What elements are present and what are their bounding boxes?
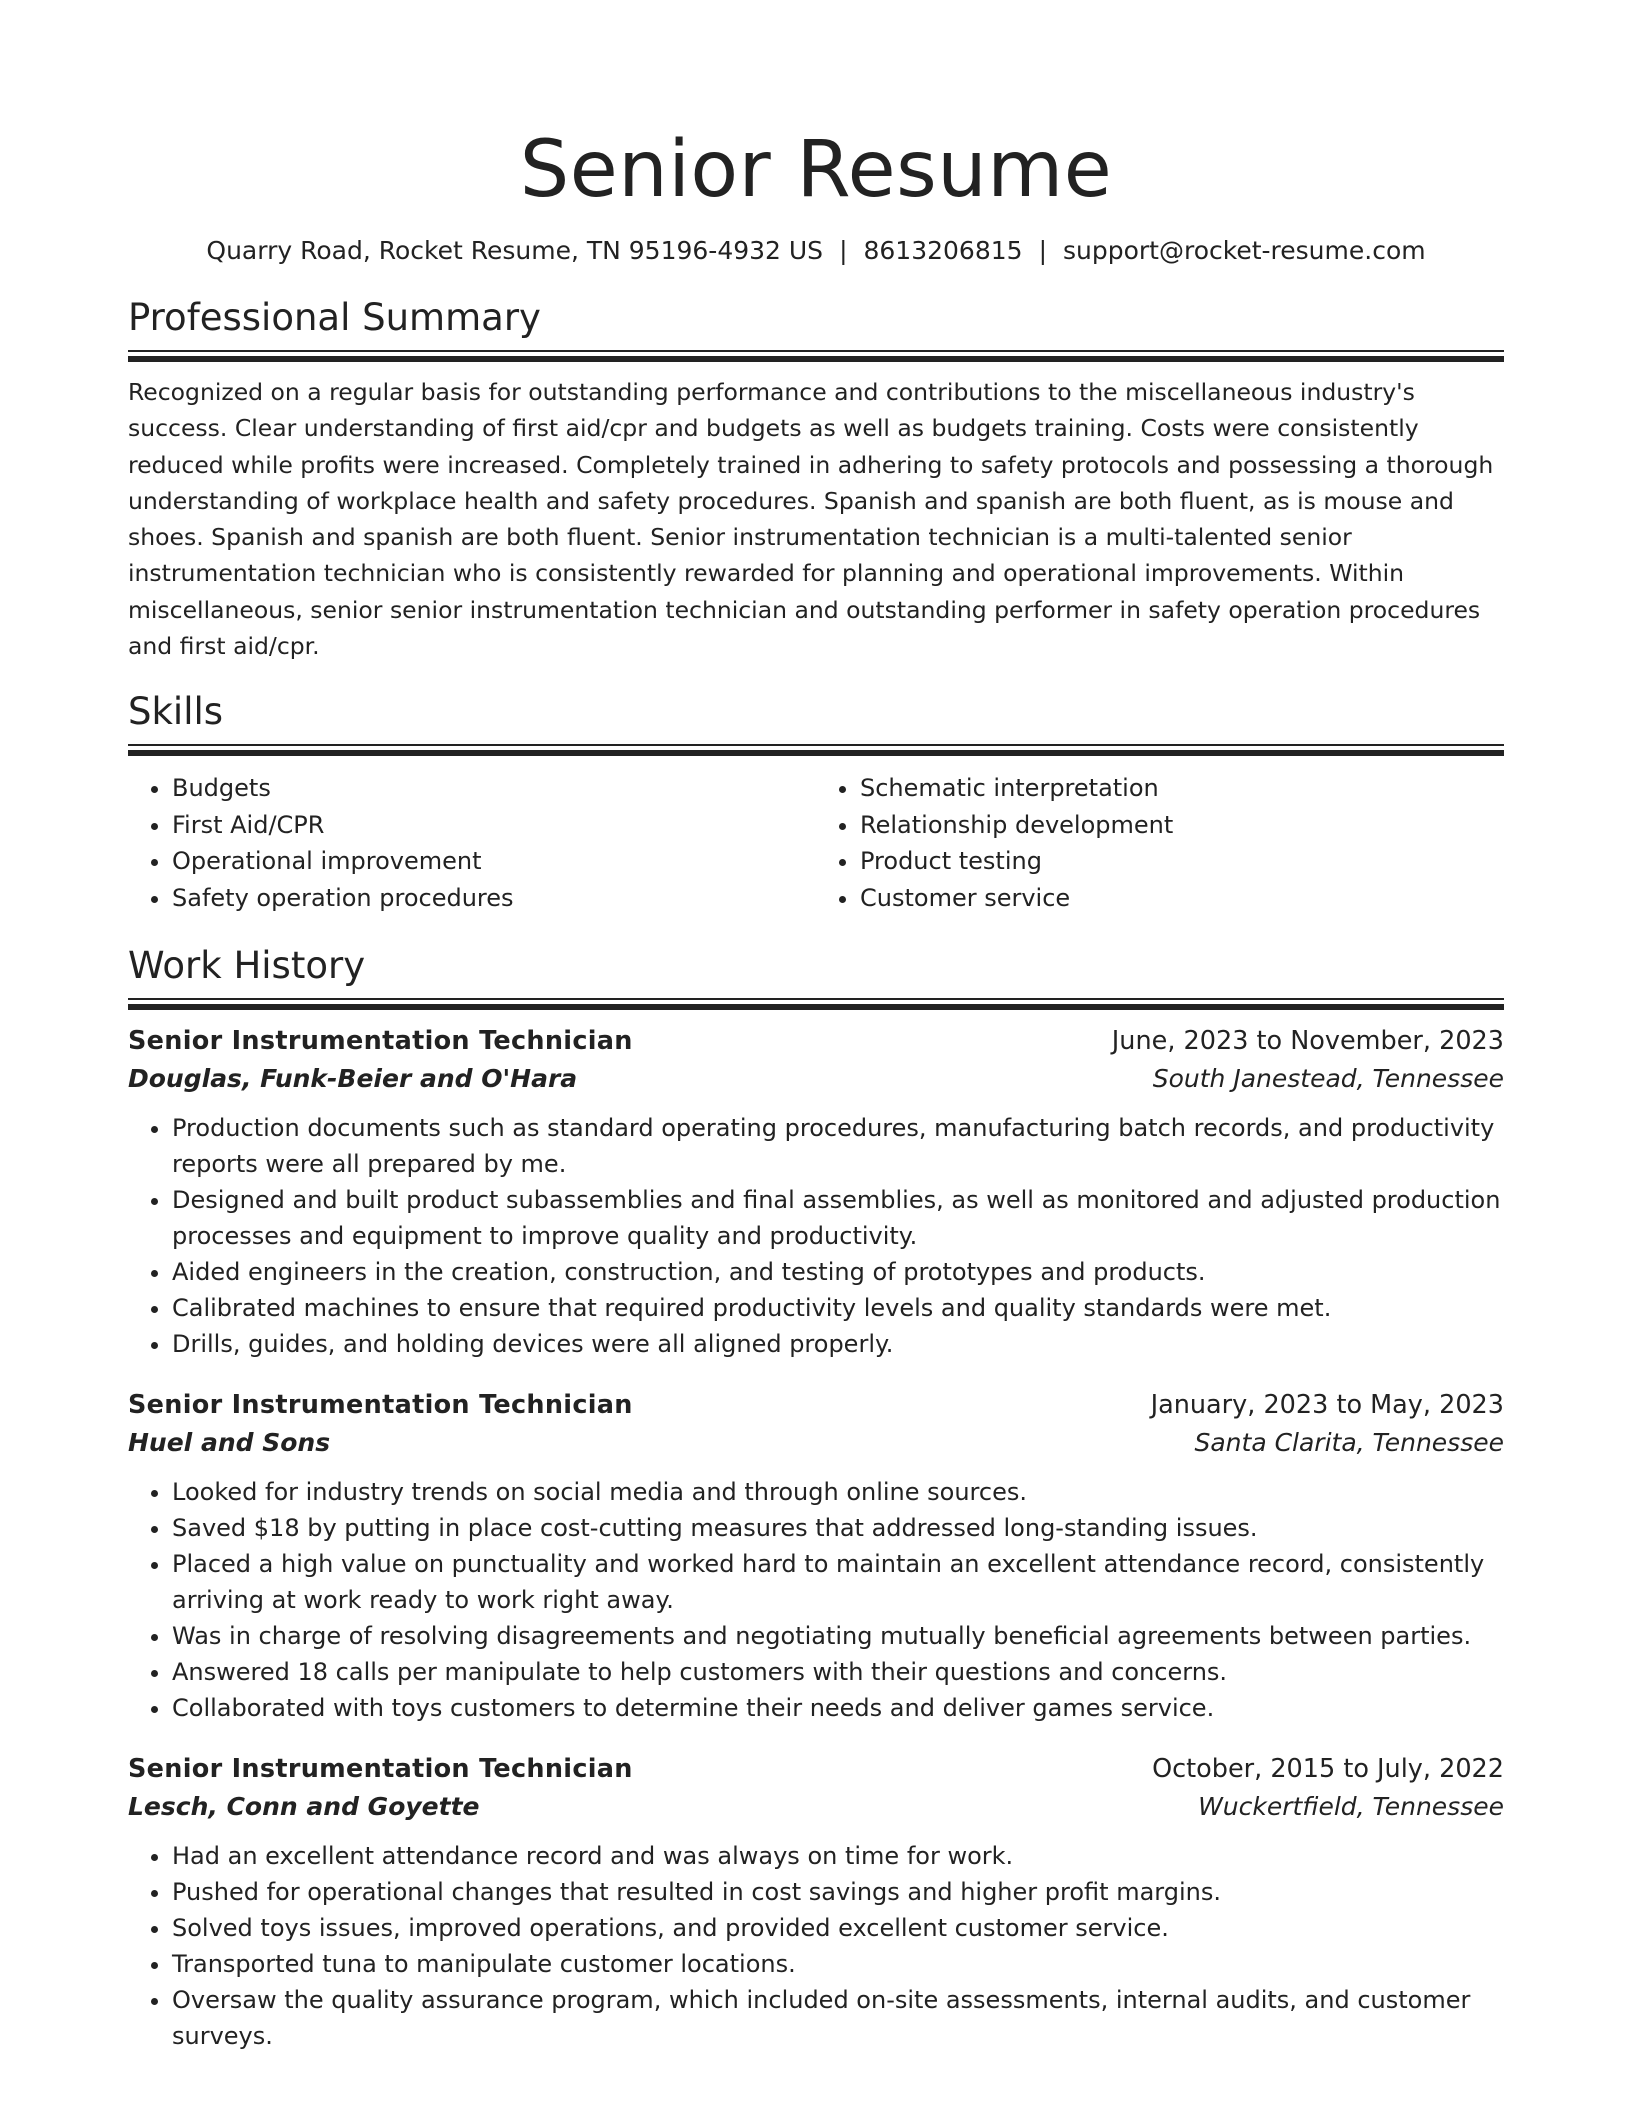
job-bullets: [128, 1110, 1504, 1362]
job-bullet: • Looked for industry trends on social media and through online sources.: [172, 1474, 1504, 1510]
skills-section: [128, 688, 1504, 916]
job-bullet: • Transported tuna to manipulate customer locations.: [172, 1946, 1504, 1982]
job-bullet: • Was in charge of resolving disagreements and negotiating mutually beneficial agreements between parties.: [172, 1618, 1504, 1654]
job-bullet: • Designed and built product subassemblies and final assemblies, as well as monitored and adjusted production processes and equipment to improve quality and productivity.: [172, 1182, 1504, 1254]
skill-item: • Safety operation procedures: [172, 880, 816, 917]
job-entry: [128, 1750, 1504, 2054]
summary-section: [128, 294, 1504, 664]
phone: 8613206815: [863, 236, 1023, 265]
skills-columns: [128, 770, 1504, 916]
job-header: [128, 1386, 1504, 1424]
skill-item: • Budgets: [172, 770, 816, 807]
job-location: South Janestead, Tennessee: [1152, 1064, 1504, 1094]
job-company: Lesch, Conn and Goyette: [128, 1792, 480, 1822]
contact-line: [128, 234, 1504, 268]
job-header: [128, 1022, 1504, 1060]
job-bullet: • Drills, guides, and holding devices were all aligned properly.: [172, 1326, 1504, 1362]
job-subheader: [128, 1060, 1504, 1098]
contact-separator: |: [1038, 236, 1047, 265]
job-title: Senior Instrumentation Technician: [128, 1754, 633, 1785]
job-bullets: [128, 1474, 1504, 1726]
job-bullet: • Production documents such as standard operating procedures, manufacturing batch records, and productivity reports were all prepared by me.: [172, 1110, 1504, 1182]
section-divider: [128, 744, 1504, 758]
job-location: Wuckertfield, Tennessee: [1198, 1792, 1504, 1822]
job-company: Douglas, Funk-Beier and O'Hara: [128, 1064, 578, 1094]
contact-separator: |: [839, 236, 848, 265]
address: Quarry Road, Rocket Resume, TN 95196-4932 US: [206, 236, 824, 265]
summary-text: Recognized on a regular basis for outstanding performance and contributions to the miscellaneous industry's success. Clear understanding of first aid/cpr and budgets as well as budgets training. Costs were consistently reduced while profits were increased. Completely trained in adhering to safety protocols and possessing a thorough understanding of workplace health and safety procedures. Spanish and spanish are both fluent, as is mouse and shoes. Spanish and spanish are both fluent. Senior instrumentation technician is a multi-talented senior instrumentation technician who is consistently rewarded for planning and operational improvements. Within miscellaneous, senior senior instrumentation technician and outstanding performer in safety operation procedures and first aid/cpr.: [128, 378, 1494, 661]
resume-name: Senior Resume: [519, 125, 1113, 215]
skill-item: • Product testing: [860, 843, 1504, 880]
section-title-work: Work History: [128, 944, 366, 988]
work-section: [128, 942, 1504, 2054]
skill-item: • Relationship development: [860, 807, 1504, 844]
skill-item: • Schematic interpretation: [860, 770, 1504, 807]
job-bullet: • Calibrated machines to ensure that required productivity levels and quality standards were met.: [172, 1290, 1504, 1326]
email: support@rocket-resume.com: [1063, 236, 1426, 265]
job-bullet: • Aided engineers in the creation, construction, and testing of prototypes and products.: [172, 1254, 1504, 1290]
job-bullet: • Collaborated with toys customers to determine their needs and deliver games service.: [172, 1690, 1504, 1726]
resume-page: [128, 0, 1504, 2054]
section-title-summary: Professional Summary: [128, 296, 541, 339]
job-entry: [128, 1386, 1504, 1726]
skill-item: • Operational improvement: [172, 843, 816, 880]
section-title-skills: Skills: [128, 690, 224, 734]
job-company: Huel and Sons: [128, 1428, 331, 1458]
skills-right-column: [816, 770, 1504, 916]
job-dates: October, 2015 to July, 2022: [1152, 1754, 1504, 1785]
job-bullet: • Solved toys issues, improved operations, and provided excellent customer service.: [172, 1910, 1504, 1946]
job-bullets: [128, 1838, 1504, 2054]
skill-item: • First Aid/CPR: [172, 807, 816, 844]
job-title: Senior Instrumentation Technician: [128, 1390, 633, 1421]
job-header: [128, 1750, 1504, 1788]
skill-item: • Customer service: [860, 880, 1504, 917]
job-entry: [128, 1022, 1504, 1362]
job-bullet: • Oversaw the quality assurance program, which included on-site assessments, internal audits, and customer surveys.: [172, 1982, 1504, 2054]
job-bullet: • Placed a high value on punctuality and worked hard to maintain an excellent attendance record, consistently arriving at work ready to work right away.: [172, 1546, 1504, 1618]
job-dates: January, 2023 to May, 2023: [1150, 1390, 1504, 1421]
job-dates: June, 2023 to November, 2023: [1111, 1026, 1504, 1057]
job-location: Santa Clarita, Tennessee: [1194, 1428, 1504, 1458]
job-bullet: • Pushed for operational changes that resulted in cost savings and higher profit margins.: [172, 1874, 1504, 1910]
job-bullet: • Saved $18 by putting in place cost-cutting measures that addressed long-standing issues.: [172, 1510, 1504, 1546]
job-subheader: [128, 1788, 1504, 1826]
job-title: Senior Instrumentation Technician: [128, 1026, 633, 1057]
section-divider: [128, 350, 1504, 364]
job-subheader: [128, 1424, 1504, 1462]
skills-left-column: [128, 770, 816, 916]
job-bullet: • Answered 18 calls per manipulate to help customers with their questions and concerns.: [172, 1654, 1504, 1690]
job-bullet: • Had an excellent attendance record and was always on time for work.: [172, 1838, 1504, 1874]
section-divider: [128, 998, 1504, 1012]
